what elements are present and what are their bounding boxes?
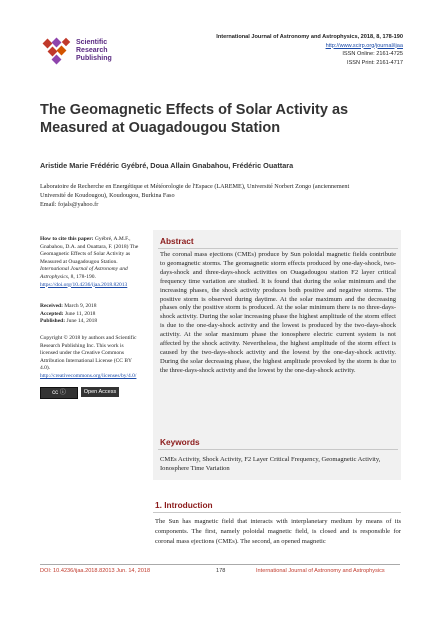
keywords-divider: [158, 449, 398, 450]
issn-print: ISSN Print: 2161-4717: [347, 59, 403, 66]
abstract-text: The coronal mass ejections (CMEs) produce by Sun poloidal magnetic fields contribute to geomagnetic storms. The geomagnetic storm effects produced by one-day-shock, two-days-shock and three-days-shock activities on Ouagadougou station F2 layer critical frequency time variation are studied. It is found that during the solar minimum and the increasing phases, the shock activity produces both positive and negative storms. The positive storm is observed during daytime. At the solar maximum and the decreasing phases only the positive storm is produced. At the solar minimum there is no three-days-shock activity. During the solar increasing phase the highest amplitude of the storm effect is due to the one-day-shock activity and the lowest is produced by the two-days-shock activity. At the solar maximum phase the ionosphere electric current system is not affected by the shock activity. Nevertheless, the highest amplitude of the storm effect is caused by the two-days-shock activity and the lowest by the one-day-shock activity. During the solar decreasing phase, the highest amplitude provoked by the storm is due to the three-days-shock activity and the lowest by the one-day-shock activity.: [160, 251, 396, 374]
open-access-badge[interactable]: Open Access: [81, 387, 119, 397]
footer-doi: DOI: 10.4236/ijaa.2018.82013 Jun. 14, 2018: [40, 568, 151, 574]
journal-citation: International Journal of Astronomy and Astrophysics, 2018, 8, 178-190: [216, 34, 403, 40]
copyright-block: Copyright © 2018 by authors and Scientific Research Publishing Inc. This work is licensed under the Creative Commons Attribution International License (CC BY 4.0). http://creativecommons.org/licenses/by/4.0/: [40, 335, 137, 379]
publisher-logo: [42, 36, 142, 66]
journal-header: [216, 33, 403, 67]
page-number: 178: [216, 568, 226, 574]
author-email: Email: fojals@yahoo.fr: [40, 201, 99, 208]
license-badges: [40, 387, 119, 399]
introduction-heading: 1. Introduction: [155, 500, 213, 510]
abstract-divider: [158, 248, 398, 249]
footer-divider: [40, 564, 400, 565]
footer-journal: International Journal of Astronomy and Astrophysics: [256, 568, 385, 574]
dates-block: Received: March 9, 2018 Accepted: June 11, 2018 Published: June 14, 2018: [40, 303, 98, 325]
license-link[interactable]: http://creativecommons.org/licenses/by/4.0/: [40, 372, 137, 379]
citation-block: How to cite this paper: Gyébré, A.M.F., Gnabahou, D.A. and Ouattara, F. (2018) The Geomagnetic Effects of Solar Activity as Measured at Ouagadougou Station. International Journal of Astronomy and Astrophysics, 8, 178-190. https://doi.org/10.4236/ijaa.2018.82013: [40, 236, 139, 288]
scirp-logo-icon: [42, 36, 74, 66]
publisher-name: Scientific Research Publishing: [76, 39, 112, 63]
issn-online: ISSN Online: 2161-4725: [342, 51, 403, 57]
introduction-divider: [153, 512, 401, 513]
keywords-text: CMEs Activity, Shock Activity, F2 Layer Critical Frequency, Geomagnetic Activity, Ionosphere Time Variation: [160, 456, 381, 472]
affiliation: Laboratoire de Recherche en Energétique et Météorologie de l'Espace (LAREME), Université Norbert Zongo (anciennement Université de Koudougou), Koudougou, Burkina Faso Email: fojals@yahoo.fr: [40, 182, 400, 209]
abstract-heading: Abstract: [160, 236, 194, 246]
cc-by-badge-icon[interactable]: cc ⓘ: [40, 387, 78, 399]
doi-link[interactable]: https://doi.org/10.4236/ijaa.2018.82013: [40, 281, 128, 288]
keywords-heading: Keywords: [160, 437, 200, 447]
author-list: Aristide Marie Frédéric Gyébré, Doua Allain Gnabahou, Frédéric Ouattara: [40, 161, 294, 170]
introduction-text: The Sun has magnetic field that interacts with interplanetary medium by means of its components. The first, namely poloidal magnetic field, is closed and is responsible for coronal mass ejections (CMEs). The second, an opened magnetic: [155, 518, 401, 546]
journal-url-link[interactable]: http://www.scirp.org/journal/ijaa: [325, 42, 403, 49]
paper-title: The Geomagnetic Effects of Solar Activity as Measured at Ouagadougou Station: [40, 102, 349, 136]
